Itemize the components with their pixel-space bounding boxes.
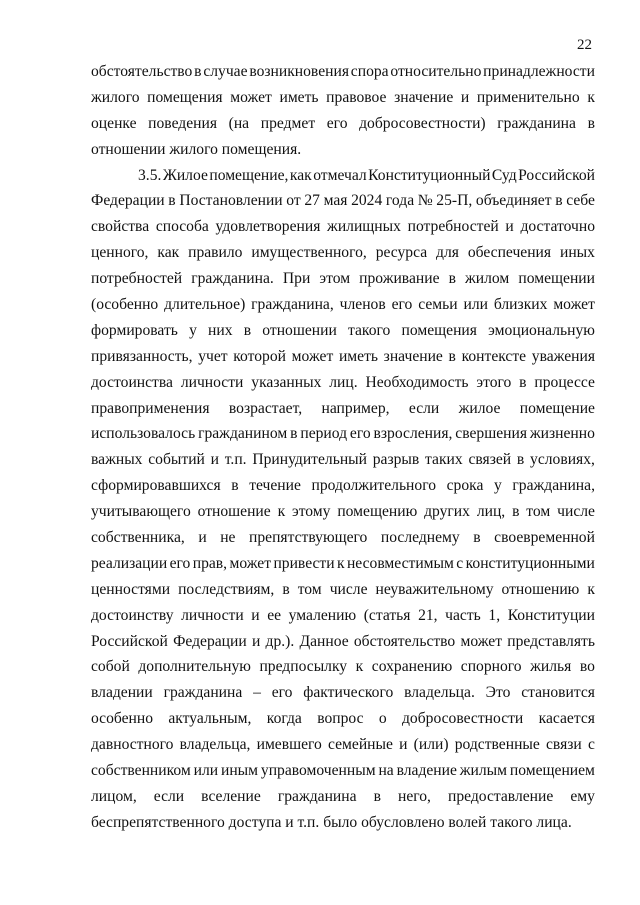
word: помещением: [509, 762, 595, 780]
word: может: [460, 632, 503, 650]
word: него,: [397, 787, 431, 805]
text-line: [91, 115, 595, 141]
word: относительно: [390, 63, 482, 80]
text-line: [91, 322, 595, 348]
document-body: [91, 63, 595, 840]
word: вопрос: [317, 710, 364, 728]
word: числе: [329, 580, 368, 598]
word: и: [399, 736, 408, 754]
word: течение: [249, 477, 301, 495]
word: достоинства: [91, 373, 173, 391]
word: Российской: [91, 632, 168, 650]
word: к: [587, 580, 595, 598]
word: в: [519, 373, 527, 391]
word: к: [355, 658, 364, 676]
text-line: [91, 633, 595, 659]
word: жизненно: [529, 425, 595, 443]
word: событий: [148, 451, 205, 469]
word: неуважительному: [375, 580, 494, 598]
word: актуальным,: [168, 710, 252, 728]
word: жилое: [458, 399, 501, 417]
text-line: [91, 555, 595, 581]
word: владение: [396, 762, 457, 780]
word: в: [282, 580, 290, 598]
word: прав,: [192, 554, 228, 572]
word: том: [297, 580, 322, 598]
word: жилым: [459, 762, 508, 780]
text-line: [91, 581, 595, 607]
word: срока: [446, 477, 484, 495]
word: несовместимым: [346, 554, 454, 572]
word: правовое: [326, 88, 387, 106]
word: касается: [538, 710, 595, 728]
text-line: [91, 374, 595, 400]
word: этого: [476, 373, 512, 391]
word: Это: [485, 684, 511, 702]
word: свершения: [455, 425, 527, 443]
word: спорного: [460, 658, 522, 676]
word: препятствующего: [249, 529, 368, 547]
word: если: [153, 787, 185, 805]
word: разрыв: [372, 451, 420, 469]
text-line: [91, 684, 595, 710]
word: иных: [559, 244, 595, 262]
word: отношению: [501, 580, 580, 598]
word: формировать: [91, 321, 178, 339]
word: помещения: [147, 88, 223, 106]
word: если: [408, 399, 440, 417]
word: Федерации: [173, 632, 247, 650]
word: или: [193, 762, 219, 780]
word: связей: [468, 451, 512, 469]
word: использовалось: [91, 425, 196, 443]
word: достаточно: [520, 218, 595, 236]
word: своевременной: [494, 529, 595, 547]
word: обстоятельство: [353, 632, 456, 650]
word: 21,: [418, 606, 438, 624]
word: других: [424, 503, 470, 521]
word: 2024: [351, 192, 383, 210]
word: семьи: [418, 296, 458, 314]
word: сформировавшихся: [91, 477, 221, 495]
text-line: [91, 425, 595, 451]
word: иметь: [338, 347, 378, 365]
word: в: [512, 503, 520, 521]
word: правило: [188, 244, 243, 262]
word: достоинству: [91, 606, 174, 624]
text-line: [91, 400, 595, 426]
word: контексте: [461, 347, 527, 365]
word: в: [473, 529, 481, 547]
word: такого: [348, 321, 391, 339]
word: реализации: [91, 554, 168, 572]
word: близких: [493, 296, 548, 314]
word: умалению: [288, 606, 357, 624]
word: предмет: [260, 114, 316, 132]
word: значение: [394, 88, 454, 106]
word: случае: [203, 63, 248, 80]
word: ему: [570, 787, 595, 805]
word: его: [169, 554, 191, 572]
word: –: [253, 684, 261, 702]
word: поведения: [148, 114, 218, 132]
word: и: [505, 218, 514, 236]
text-line: [91, 710, 595, 736]
word: Суд: [491, 166, 517, 184]
word: процессе: [534, 373, 595, 391]
word: членов: [339, 296, 386, 314]
word: уважения: [531, 347, 595, 365]
word: давностного: [91, 736, 174, 754]
word: о: [378, 710, 387, 728]
word: обеспечения: [467, 244, 552, 262]
text-line: отношении жилого помещения.: [91, 140, 302, 158]
word: правоприменения: [91, 399, 210, 417]
word: принадлежности: [483, 63, 595, 80]
word: эмоциональную: [488, 321, 595, 339]
text-line: [91, 503, 595, 529]
word: в: [555, 192, 563, 210]
word: Данное: [299, 632, 349, 650]
word: добросовестности): [359, 114, 486, 132]
word: связи: [546, 736, 582, 754]
word: т.п.: [224, 451, 247, 469]
word: помещение: [519, 399, 595, 417]
word: как: [289, 166, 312, 184]
word: возрастает,: [228, 399, 303, 417]
word: владении: [91, 684, 153, 702]
text-line: [91, 762, 595, 788]
word: имущественного,: [251, 244, 367, 262]
word: владельца,: [179, 736, 251, 754]
word: в: [373, 787, 381, 805]
word: гражданина: [163, 684, 243, 702]
word: возникновения: [249, 63, 349, 80]
word: потребностей: [91, 270, 183, 288]
word: 25-П,: [436, 192, 473, 210]
word: на: [378, 762, 394, 780]
word: важных: [91, 451, 143, 469]
word: последнему: [380, 529, 460, 547]
word: и: [251, 632, 261, 650]
word: например,: [321, 399, 390, 417]
word: как: [157, 244, 180, 262]
word: собственника,: [91, 529, 185, 547]
word: лиц,: [476, 503, 506, 521]
page-number: 22: [577, 37, 592, 53]
word: к: [277, 503, 286, 521]
word: 1,: [488, 606, 501, 624]
word: которой: [233, 347, 286, 365]
word: часть: [445, 606, 481, 624]
word: в: [516, 451, 525, 469]
word: привести: [273, 554, 335, 572]
word: и: [198, 529, 207, 547]
word: взросления,: [373, 425, 453, 443]
word: его: [391, 296, 413, 314]
word: в: [448, 270, 456, 288]
text-line: [91, 736, 595, 762]
word: жилого: [91, 88, 140, 106]
word: и: [460, 88, 470, 106]
word: гражданина: [277, 787, 357, 805]
word: помещения: [401, 321, 477, 339]
text-line: [91, 218, 595, 244]
word: гражданином: [198, 425, 288, 443]
word: гражданина: [497, 114, 576, 132]
word: владельца.: [404, 684, 475, 702]
word: его: [326, 114, 348, 132]
word: ресурса: [375, 244, 428, 262]
word: При: [282, 270, 311, 288]
word: и: [251, 606, 260, 624]
word: удовлетворения: [215, 218, 321, 236]
word: них: [208, 321, 233, 339]
word: особенно: [91, 710, 154, 728]
word: жилья: [530, 658, 572, 676]
text-line: беспрепятственного доступа и т.п. было обусловлено волей такого лица.: [91, 813, 572, 831]
word: лицом,: [91, 787, 137, 805]
word: значение: [383, 347, 443, 365]
word: Российской: [518, 166, 595, 184]
word: в: [290, 425, 298, 443]
word: учитывающего: [91, 503, 191, 521]
word: помещению: [337, 503, 418, 521]
word: этом: [319, 270, 351, 288]
word: Необходимость: [365, 373, 469, 391]
word: (статья: [363, 606, 411, 624]
text-line: [91, 89, 595, 115]
word: в: [231, 477, 239, 495]
word: помещение,: [209, 166, 289, 184]
word: его: [271, 684, 293, 702]
word: сохранению: [371, 658, 453, 676]
word: применительно: [476, 88, 580, 106]
word: представлять: [507, 632, 595, 650]
word: учет: [198, 347, 228, 365]
word: собственником: [91, 762, 191, 780]
word: имевшего: [256, 736, 322, 754]
word: конституционными: [465, 554, 595, 572]
word: гражданина,: [512, 477, 595, 495]
word: способа: [155, 218, 209, 236]
word: с: [587, 736, 595, 754]
word: семейные: [328, 736, 393, 754]
word: личности: [181, 606, 244, 624]
word: или: [463, 296, 488, 314]
word: ценностями: [91, 580, 171, 598]
word: спора: [350, 63, 389, 80]
word: (особенно: [91, 296, 159, 314]
word: предоставление: [447, 787, 554, 805]
word: (или): [413, 736, 449, 754]
word: мая: [323, 192, 348, 210]
text-line: [91, 270, 595, 296]
text-line: [91, 63, 595, 89]
word: лиц.: [329, 373, 358, 391]
word: Федерации: [91, 192, 165, 210]
word: к: [336, 554, 345, 572]
text-line: [91, 658, 595, 684]
word: дополнительную: [138, 658, 251, 676]
word: проживание: [359, 270, 440, 288]
word: иметь: [279, 88, 319, 106]
word: жилом: [465, 270, 510, 288]
word: оценке: [91, 114, 137, 132]
word: не: [220, 529, 236, 547]
text-line: [91, 192, 595, 218]
word: управомоченным: [260, 762, 376, 780]
text-line: [91, 477, 595, 503]
word: числе: [557, 503, 595, 521]
word: и: [210, 451, 220, 469]
word: таких: [425, 451, 463, 469]
word: 27: [304, 192, 320, 210]
word: для: [436, 244, 459, 262]
word: собой: [91, 658, 130, 676]
word: может: [553, 296, 595, 314]
word: у: [189, 321, 197, 339]
text-line: [91, 607, 595, 633]
word: к: [587, 88, 595, 106]
word: Постановлении: [179, 192, 283, 210]
word: отношение: [197, 503, 271, 521]
word: гражданина.: [191, 270, 274, 288]
word: иным: [220, 762, 259, 780]
word: 3.5.: [138, 166, 162, 184]
word: Конституции: [507, 606, 595, 624]
word: потребностей: [407, 218, 499, 236]
text-line: [91, 244, 595, 270]
word: может: [291, 347, 334, 365]
text-line: [91, 451, 595, 477]
word: гражданина,: [251, 296, 334, 314]
word: помещении: [518, 270, 595, 288]
text-line: [91, 167, 595, 193]
word: становится: [521, 684, 595, 702]
word: в: [168, 192, 176, 210]
word: объединяет: [475, 192, 552, 210]
word: том: [526, 503, 551, 521]
word: у: [493, 477, 502, 495]
word: добросовестности: [401, 710, 524, 728]
word: обстоятельство: [91, 63, 193, 80]
word: предпосылку: [259, 658, 348, 676]
word: может: [230, 88, 272, 106]
word: (на: [228, 114, 250, 132]
word: отношении: [262, 321, 337, 339]
word: Принудительный: [252, 451, 367, 469]
word: в: [448, 347, 456, 365]
word: последствиям,: [178, 580, 275, 598]
word: продолжительного: [311, 477, 437, 495]
word: себе: [566, 192, 595, 210]
word: когда: [266, 710, 302, 728]
word: в: [194, 63, 202, 80]
word: с: [456, 554, 464, 572]
word: Жилое: [162, 166, 208, 184]
word: года: [385, 192, 415, 210]
word: условиях,: [530, 451, 595, 469]
word: в: [243, 321, 252, 339]
word: фактического: [303, 684, 394, 702]
word: может: [229, 554, 272, 572]
word: период: [300, 425, 348, 443]
word: длительное): [164, 296, 246, 314]
word: личности: [180, 373, 244, 391]
word: №: [417, 192, 433, 210]
word: привязанность,: [91, 347, 193, 365]
word: во: [579, 658, 595, 676]
word: свойства: [91, 218, 150, 236]
word: в: [587, 114, 595, 132]
word: от: [286, 192, 301, 210]
word: др.).: [265, 632, 295, 650]
word: указанных: [251, 373, 322, 391]
word: его: [349, 425, 371, 443]
word: ее: [267, 606, 282, 624]
word: ценного,: [91, 244, 149, 262]
text-line: [91, 348, 595, 374]
word: вселение: [201, 787, 261, 805]
word: Конституционный: [368, 166, 491, 184]
word: этому: [292, 503, 331, 521]
text-line: [91, 529, 595, 555]
word: жилищных: [327, 218, 401, 236]
word: отмечал: [313, 166, 367, 184]
word: родственные: [454, 736, 540, 754]
text-line: [91, 296, 595, 322]
text-line: [91, 788, 595, 814]
